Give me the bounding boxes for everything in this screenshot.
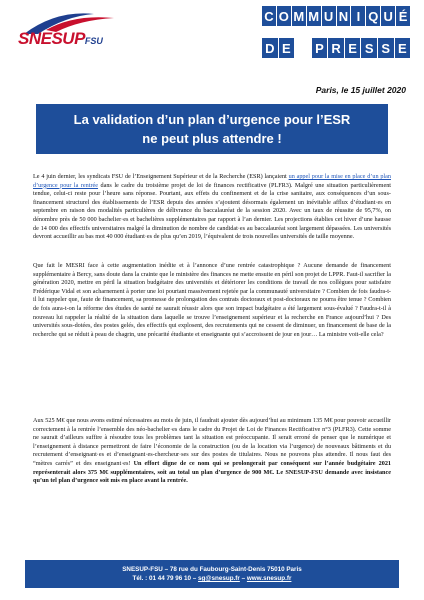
footer-sep: – — [239, 575, 247, 582]
appeal-link[interactable]: un appel pour la mise en place d’un plan d’urgence pour la rentrée — [33, 173, 391, 189]
b1-letter-tile: M — [307, 6, 321, 26]
para3-text: Aux 525 M€ que nous avons estimé nécessaires au mois de juin, il faudrait ajouter dès aujourd’hui au minimum 135 M€ pour pouvoir accueillir correctement à la rentrée l’ensemble des néo-bachelier·es dans le cadre du Projet de Loi de Finances Rectificative n°3 (PLFR3). Cette somme ne saurait d’ailleurs suffire à résoudre tous les problèmes tant la situation est préoccupante. Il serait erroné de penser que le numérique et l’enseignement à distance permettront de faire l’économie de la construction (ou de la location via l’urgence) de nouveaux bâtiments et du recrutement d’enseignant·es et d’enseignant·es-chercheur·ses sur des postes de titulaires. Nous ne pouvons plus attendre. Il nous faut des “mètres carrés” et des enseignant·es! — [33, 417, 391, 467]
footer-tel: Tél. : 01 44 79 96 10 – — [132, 575, 199, 582]
title-box — [36, 104, 388, 154]
footer — [25, 560, 399, 588]
b1-letter-tile: M — [292, 6, 306, 26]
b1-letter-tile: É — [396, 6, 410, 26]
b1-letter-tile: O — [277, 6, 291, 26]
paragraph-1 — [33, 173, 391, 242]
b1-letter-tile: U — [381, 6, 395, 26]
para1-text-b: dans le cadre du troisième projet de loi de finances rectificative (PLFR3). Malgré une situation particulièrement tendue, celui-ci reste pour l’heure sans réponse. Pourtant, aux effets du confinement et de la crise sanitaire, aux conséquences d’un sous-financement structurel des établissements de l’ESR depuis des années s’ajoutent désormais également un inévitable afflux d’étudiant·es en septembre en raison des modalités particulières de délivrance du baccalauréat de la session 2020. Avec un taux de réussite de 95,7%, on dénombre près de 50 000 bachelier·es et bachelières supplémentaires par rapport à l’an dernier. Les projections établies cet hiver d’une hausse de 14 000 des effectifs universitaires malgré la diminution de nombre de candidat·es au baccalauréat sont largement dépassées. Les universités devront accueillir au bas mot 40 000 étudiant·es de plus qu’en 2019, l’équivalent de trois nouvelles universités de taille moyenne. — [33, 181, 392, 241]
title-line-2: ne peut plus attendre ! — [142, 131, 282, 146]
b2-letter-tile: P — [312, 38, 328, 58]
dateline: Paris, le 15 juillet 2020 — [315, 85, 406, 95]
b2-letter-tile — [295, 38, 311, 58]
presse-banner — [262, 38, 410, 58]
b2-letter-tile: E — [279, 38, 295, 58]
communique-banner — [262, 6, 410, 26]
b2-letter-tile: E — [395, 38, 411, 58]
b1-letter-tile: I — [351, 6, 365, 26]
paragraph-2: Que fait le MESRI face à cette augmentation inédite et à l’annonce d’une rentrée catastrophique ? Aucune demande de financement supplémentaire à Bercy, sans doute dans la crainte que le ministère des finances ne mette ensuite en péril son projet de LPPR. Faut-il sacrifier la génération 2020, mettre en péril la situation budgétaire des universités et détériorer les conditions de travail de nos collègues pour satisfaire Frédérique Vidal et son acharnement à porter une loi pourtant massivement rejetée par la communauté universitaire ? Combien de fois faudra-t-il lui rappeler que, faute de financement, sa promesse de prolongation des contrats doctoraux et post-doctoraux ne pourra être tenue ? Combien de fois aura-t-on la réforme des études de santé ne saurait réussir alors que son impact budgétaire a été largement sous-évalué ? Faudra-t-il à nouveau lui rappeler la réalité de la situation dans laquelle se trouve l’enseignement supérieur et la recherche en France aujourd’hui ? Des universités sous-dotées, des postes gelés, des effectifs qui explosent, des recrutements qui ne cessent de diminuer, un financement de base de la recherche qui se réduit à peau de chagrin, une précarité étudiante et enseignante qui s’accroissent de jour en jour… La ministre voit-elle cela? — [33, 262, 391, 338]
footer-address: SNESUP-FSU – 78 rue du Faubourg-Saint-Denis 75010 Paris — [122, 566, 302, 573]
b2-letter-tile: E — [345, 38, 361, 58]
b1-letter-tile: U — [322, 6, 336, 26]
b1-letter-tile: N — [337, 6, 351, 26]
footer-web-link[interactable]: www.snesup.fr — [246, 575, 292, 582]
title-line-1: La validation d’un plan d’urgence pour l’ESR — [73, 112, 351, 127]
b2-letter-tile: S — [378, 38, 394, 58]
para3-bold-text: Un effort digne de ce nom qui se prolongerait par conséquent sur l’année budgétaire 2021 représenterait alors 375 M€ supplémentaires, soit au total un plan d’urgence de 900 M€. Le SNESUP-FSU demande avec insistance qu’un tel plan d’urgence soit mis en place avant la rentrée. — [33, 459, 392, 485]
para1-text-a: Le 4 juin dernier, les syndicats FSU de l’Enseignement Supérieur et de la Recherche (ESR) lançaient — [33, 173, 289, 180]
b2-letter-tile: D — [262, 38, 278, 58]
logo-text: SNESUPFSU — [18, 29, 103, 48]
b2-letter-tile: S — [361, 38, 377, 58]
b1-letter-tile: C — [262, 6, 276, 26]
b1-letter-tile: Q — [366, 6, 380, 26]
footer-email-link[interactable]: sg@snesup.fr — [198, 575, 240, 582]
b2-letter-tile: R — [328, 38, 344, 58]
paragraph-3 — [33, 417, 391, 486]
footer-contact — [25, 574, 399, 583]
